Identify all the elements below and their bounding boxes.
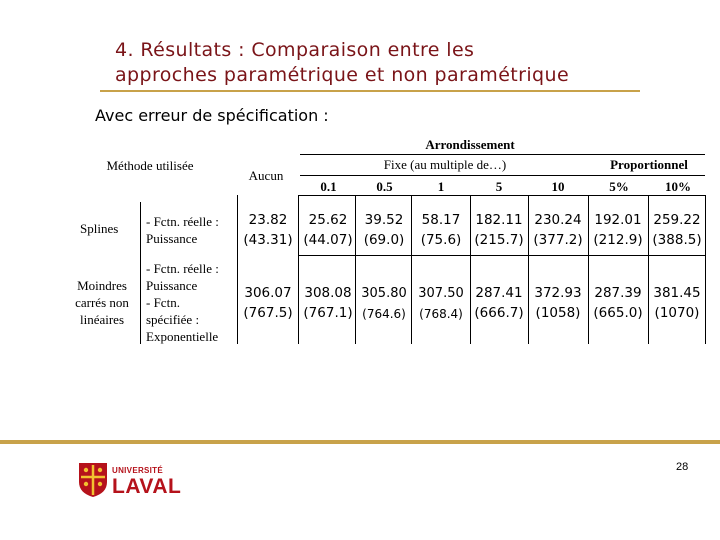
value: 23.82	[248, 212, 288, 228]
rule	[300, 154, 705, 155]
row-mcnl-function	[146, 260, 219, 345]
std-error: (44.07)	[303, 232, 353, 248]
header-proportionnel: Proportionnel	[610, 157, 688, 172]
cell-mcnl-10	[528, 283, 588, 323]
value: 307.50	[418, 286, 464, 301]
value: 287.39	[594, 285, 642, 301]
slide-title-line-2: approches paramétrique et non paramétrique	[115, 64, 570, 86]
logo-line-2: LAVAL	[112, 475, 182, 498]
std-error: (768.4)	[419, 307, 463, 321]
header-fixe: Fixe (au multiple de…)	[383, 157, 507, 172]
rule	[298, 195, 706, 196]
rule	[140, 202, 141, 344]
function-line: Puissance	[146, 231, 198, 246]
method-line: carrés non	[75, 295, 129, 310]
value: 381.45	[653, 285, 701, 301]
header-methode: Méthode utilisée	[106, 158, 194, 173]
cell-mcnl-0.1	[298, 283, 358, 323]
value: 287.41	[475, 285, 523, 301]
subtitle: Avec erreur de spécification :	[95, 106, 329, 125]
std-error: (665.0)	[593, 305, 643, 321]
cell-splines-0.1	[298, 210, 358, 250]
method-line: Moindres	[77, 278, 127, 293]
logo-line-1: UNIVERSITÉ	[112, 466, 164, 475]
title-divider	[100, 90, 640, 92]
std-error: (666.7)	[474, 305, 524, 321]
row-mcnl-method	[64, 277, 140, 328]
page-number: 28	[676, 461, 689, 473]
std-error: (75.6)	[420, 232, 462, 248]
function-line: Exponentielle	[146, 329, 219, 344]
header-fixe-1: 1	[437, 179, 445, 194]
value: 58.17	[421, 212, 461, 228]
cell-splines-0.5	[356, 210, 412, 250]
value: 182.11	[475, 212, 523, 228]
cell-splines-10pct	[648, 210, 706, 250]
value: 372.93	[534, 285, 582, 301]
function-line: - Fctn. réelle :	[146, 261, 219, 276]
function-line: - Fctn. réelle :	[146, 214, 219, 229]
cell-mcnl-5pct	[588, 283, 648, 323]
function-line: spécifiée :	[146, 312, 200, 327]
std-error: (1070)	[654, 305, 700, 321]
header-fixe-10: 10	[551, 179, 565, 194]
std-error: (377.2)	[533, 232, 583, 248]
value: 308.08	[304, 285, 352, 301]
std-error: (215.7)	[474, 232, 524, 248]
value: 230.24	[534, 212, 582, 228]
value: 305.80	[361, 286, 407, 301]
cell-splines-1	[412, 210, 470, 250]
cell-splines-10	[528, 210, 588, 250]
university-crest-icon	[78, 462, 108, 498]
cell-mcnl-0.5	[356, 284, 412, 324]
slide-title	[115, 38, 645, 88]
cell-mcnl-10pct	[648, 283, 706, 323]
function-line: Puissance	[146, 278, 198, 293]
std-error: (212.9)	[593, 232, 643, 248]
std-error: (1058)	[535, 305, 581, 321]
std-error: (69.0)	[363, 232, 405, 248]
cell-splines-5	[470, 210, 528, 250]
slide-title-line-1: 4. Résultats : Comparaison entre les	[115, 39, 475, 61]
function-line: - Fctn.	[146, 295, 180, 310]
value: 192.01	[594, 212, 642, 228]
cell-splines-5pct	[588, 210, 648, 250]
row-splines-method: Splines	[80, 221, 119, 236]
rule	[300, 175, 705, 176]
header-prop-5: 5%	[609, 179, 629, 194]
std-error: (43.31)	[243, 232, 293, 248]
university-logo	[112, 467, 181, 497]
value: 25.62	[308, 212, 348, 228]
header-prop-10: 10%	[665, 179, 691, 194]
header-arrondissement: Arrondissement	[425, 137, 515, 152]
method-line: linéaires	[79, 312, 125, 327]
cell-mcnl-aucun	[238, 283, 298, 323]
cell-mcnl-5	[470, 283, 528, 323]
cell-mcnl-1	[412, 284, 470, 324]
header-fixe-5: 5	[495, 179, 503, 194]
header-aucun: Aucun	[248, 168, 284, 183]
header-fixe-0.1: 0.1	[320, 179, 337, 194]
value: 259.22	[653, 212, 701, 228]
header-fixe-0.5: 0.5	[376, 179, 393, 194]
std-error: (767.5)	[243, 305, 293, 321]
value: 39.52	[364, 212, 404, 228]
value: 306.07	[244, 285, 292, 301]
std-error: (764.6)	[362, 307, 406, 321]
std-error: (767.1)	[303, 305, 353, 321]
cell-splines-aucun	[238, 210, 298, 250]
rule	[298, 255, 706, 256]
row-splines-function	[146, 213, 219, 247]
std-error: (388.5)	[652, 232, 702, 248]
footer-divider	[0, 440, 720, 444]
